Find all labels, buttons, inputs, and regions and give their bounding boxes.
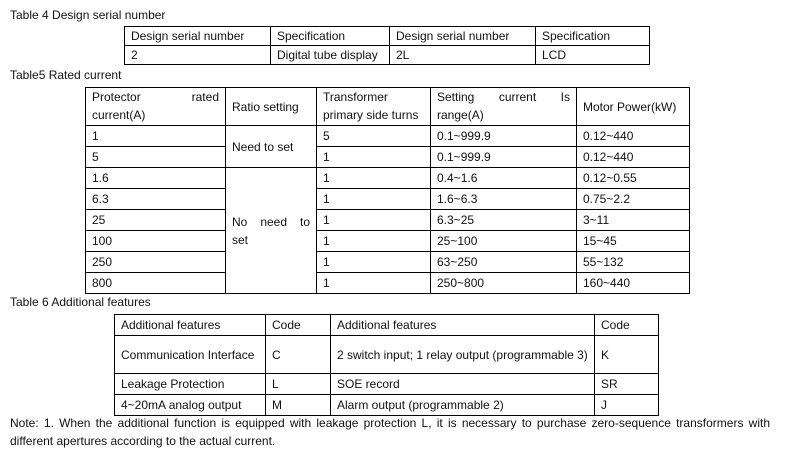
protector-current-cell: 25 — [86, 210, 226, 231]
protector-header-line2: current(A) — [92, 108, 146, 122]
setting-header-line2: range(A) — [437, 108, 484, 122]
table-row — [86, 231, 690, 252]
footnote-line1: Note: 1. When the additional function is equipped with leakage protection L, it is necessary to purchase zero-sequence transformers with — [10, 416, 770, 430]
range-cell: 6.3~25 — [431, 210, 577, 231]
table4-cell: LCD — [536, 46, 650, 65]
transformer-turns-header — [317, 88, 431, 126]
power-cell: 15~45 — [577, 231, 690, 252]
footnote-line2: different apertures according to the actual current. — [10, 434, 276, 448]
transformer-header-line1: Transformer — [323, 90, 388, 104]
feature-cell: Leakage Protection — [115, 374, 266, 395]
table4-row — [125, 46, 650, 65]
table-row — [86, 252, 690, 273]
feature-cell: 2 switch input; 1 relay output (programmable 3) — [331, 336, 595, 374]
table6-header-row — [115, 315, 659, 336]
code-cell: K — [595, 336, 659, 374]
protector-current-cell: 250 — [86, 252, 226, 273]
table-row — [115, 336, 659, 374]
ratio-need-cell: Need to set — [226, 126, 317, 168]
power-cell: 0.12~0.55 — [577, 168, 690, 189]
protector-current-cell: 5 — [86, 147, 226, 168]
turns-cell: 1 — [317, 189, 431, 210]
table4-cell: Digital tube display — [271, 46, 390, 65]
ratio-setting-header: Ratio setting — [226, 88, 317, 126]
power-cell: 0.75~2.2 — [577, 189, 690, 210]
turns-cell: 1 — [317, 231, 431, 252]
table4-header-row — [125, 27, 650, 46]
turns-cell: 5 — [317, 126, 431, 147]
power-cell: 0.12~440 — [577, 147, 690, 168]
code-cell: M — [266, 395, 331, 416]
table4-caption: Table 4 Design serial number — [10, 8, 166, 22]
table-row — [115, 395, 659, 416]
protector-current-cell: 100 — [86, 231, 226, 252]
table5-header-row — [86, 88, 690, 126]
range-cell: 0.1~999.9 — [431, 147, 577, 168]
table4 — [124, 26, 650, 65]
setting-header-line1 — [437, 88, 570, 106]
turns-cell: 1 — [317, 252, 431, 273]
protector-header-word: rated — [191, 90, 219, 104]
ratio-no-cell: No need to set — [226, 168, 317, 294]
table6-header-cell: Additional features — [331, 315, 595, 336]
turns-cell: 1 — [317, 168, 431, 189]
feature-cell: Alarm output (programmable 2) — [331, 395, 595, 416]
table5-caption: Table5 Rated current — [10, 68, 122, 82]
table4-header-cell: Specification — [536, 27, 650, 46]
code-cell: C — [266, 336, 331, 374]
motor-power-header: Motor Power(kW) — [577, 88, 690, 126]
protector-current-cell: 1.6 — [86, 168, 226, 189]
protector-rated-current-header — [86, 88, 226, 126]
range-cell: 25~100 — [431, 231, 577, 252]
table-row — [115, 374, 659, 395]
power-cell: 3~11 — [577, 210, 690, 231]
protector-current-cell: 1 — [86, 126, 226, 147]
feature-cell: Communication Interface — [115, 336, 266, 374]
table6-header-cell: Additional features — [115, 315, 266, 336]
transformer-header-line2: primary side turns — [323, 108, 419, 122]
table5 — [85, 87, 690, 294]
table-row — [86, 126, 690, 147]
table-row — [86, 168, 690, 189]
power-cell: 55~132 — [577, 252, 690, 273]
turns-cell: 1 — [317, 273, 431, 294]
table6-caption: Table 6 Additional features — [10, 295, 151, 309]
setting-header-word: current — [498, 90, 537, 104]
range-cell: 250~800 — [431, 273, 577, 294]
power-cell: 0.12~440 — [577, 126, 690, 147]
table4-cell: 2L — [390, 46, 536, 65]
table6-header-cell: Code — [595, 315, 659, 336]
protector-header-line1 — [92, 88, 219, 106]
footnote — [10, 414, 770, 450]
table4-header-cell: Design serial number — [125, 27, 271, 46]
code-cell: J — [595, 395, 659, 416]
code-cell: SR — [595, 374, 659, 395]
table4-cell: 2 — [125, 46, 271, 65]
feature-cell: SOE record — [331, 374, 595, 395]
power-cell: 160~440 — [577, 273, 690, 294]
protector-current-cell: 800 — [86, 273, 226, 294]
range-cell: 0.4~1.6 — [431, 168, 577, 189]
table4-header-cell: Specification — [271, 27, 390, 46]
table-row — [86, 147, 690, 168]
table-row — [86, 273, 690, 294]
range-cell: 63~250 — [431, 252, 577, 273]
feature-cell: 4~20mA analog output — [115, 395, 266, 416]
table4-header-cell: Design serial number — [390, 27, 536, 46]
setting-current-header — [431, 88, 577, 126]
turns-cell: 1 — [317, 147, 431, 168]
table6-header-cell: Code — [266, 315, 331, 336]
table-row — [86, 189, 690, 210]
turns-cell: 1 — [317, 210, 431, 231]
protector-current-cell: 6.3 — [86, 189, 226, 210]
code-cell: L — [266, 374, 331, 395]
range-cell: 0.1~999.9 — [431, 126, 577, 147]
table6 — [114, 314, 659, 416]
protector-header-word: Protector — [92, 90, 141, 104]
setting-header-word: Is — [560, 90, 570, 104]
setting-header-word: Setting — [437, 90, 475, 104]
range-cell: 1.6~6.3 — [431, 189, 577, 210]
table-row — [86, 210, 690, 231]
